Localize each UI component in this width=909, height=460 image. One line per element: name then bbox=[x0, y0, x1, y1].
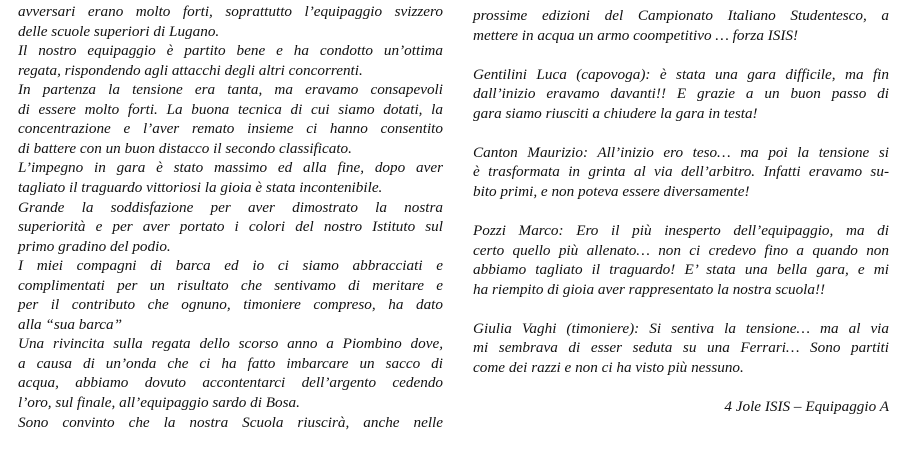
right-text-line bbox=[473, 299, 889, 318]
right-text-line: è trasformata in grinta al via dell’arbitro. Infatti eravamo su- bbox=[473, 163, 889, 181]
left-text-line: complimentati per un risultato che sentivamo di meritare e bbox=[18, 276, 443, 294]
right-text-line: Pozzi Marco: Ero il più inesperto dell’equipaggio, ma di bbox=[473, 222, 889, 240]
left-text-line: In partenza la tensione era tanta, ma eravamo consapevoli bbox=[18, 81, 443, 99]
left-text-line: superiorità e per aver portato i colori del nostro Istituto sul bbox=[18, 218, 443, 236]
right-text-line: bito primi, e non poteva essere diversamente! bbox=[473, 183, 750, 200]
left-text-line: delle scuole superiori di Lugano. bbox=[18, 22, 220, 40]
left-text-line: alla “sua barca” bbox=[18, 315, 123, 333]
left-text-line: tagliato il traguardo vittoriosi la gioia è stata incontenibile. bbox=[18, 179, 383, 196]
right-text-line: prossime edizioni del Campionato Italiano Studentesco, a bbox=[473, 7, 889, 24]
right-text-line bbox=[473, 377, 889, 396]
signature-line: 4 Jole ISIS – Equipaggio A bbox=[724, 398, 889, 415]
left-text-line: per il contributo che ognuno, timoniere compreso, ha dato bbox=[18, 296, 443, 314]
left-text-line: di essere molto forti. La buona tecnica di cui siamo dotati, la bbox=[18, 100, 443, 118]
left-text-line: Il nostro equipaggio è partito bene e ha condotto un’ottima bbox=[18, 42, 443, 60]
left-text-line: I miei compagni di barca ed io ci siamo abbracciati e bbox=[18, 257, 443, 275]
right-text-line: Giulia Vaghi (timoniere): Si sentiva la tensione… ma al via bbox=[473, 319, 889, 337]
right-text-line: mi sembrava di esser seduta su una Ferrari… Sono partiti bbox=[473, 339, 889, 357]
left-text-line: Sono convinto che la nostra Scuola riuscirà, anche nelle bbox=[18, 413, 443, 431]
left-text-line: a causa di un’onda che ci ha fatto imbarcare un sacco di bbox=[18, 354, 443, 372]
left-text-line: primo gradino del podio. bbox=[18, 237, 171, 255]
right-text-line: ha riempito di gioia aver rappresentato la nostra scuola!! bbox=[473, 280, 826, 298]
left-text-line: Una rivincita sulla regata dello scorso anno a Piombino dove, bbox=[18, 335, 443, 353]
right-text-line: Canton Maurizio: All’inizio ero teso… ma poi la tensione si bbox=[473, 143, 889, 161]
right-text-line: mettere in acqua un armo coompetitivo … forza ISIS! bbox=[473, 26, 799, 44]
right-text-line: gara siamo riusciti a chiudere la gara in testa! bbox=[473, 104, 758, 122]
left-text-line: Grande la soddisfazione per aver dimostrato la nostra bbox=[18, 198, 443, 216]
left-text-line: di battere con un buon distacco il secondo classificato. bbox=[18, 139, 352, 157]
right-text-line: abbiamo tagliato il traguardo! E’ stata una bella gara, e mi bbox=[473, 261, 889, 279]
left-text-line: avversari erano molto forti, soprattutto l’equipaggio svizzero bbox=[18, 3, 443, 20]
left-text-line: L’impegno in gara è stato massimo ed alla fine, dopo aver bbox=[18, 159, 443, 177]
right-text-line: come dei razzi e non ci ha visto più nessuno. bbox=[473, 358, 744, 376]
right-text-line bbox=[473, 202, 889, 221]
right-text-line: Gentilini Luca (capovoga): è stata una gara difficile, ma fin bbox=[473, 65, 889, 83]
right-text-line bbox=[473, 123, 889, 142]
right-text-line: certo quello più allenato… non ci credevo fino a quando non bbox=[473, 241, 889, 259]
left-text-line: acqua, abbiamo dovuto accontentarci dell’argento cedendo bbox=[18, 374, 443, 392]
left-text-line: l’oro, sul finale, all’equipaggio sardo di Bosa. bbox=[18, 394, 300, 411]
left-text-line: regata, rispondendo agli attacchi degli altri concorrenti. bbox=[18, 61, 363, 79]
left-text-line: concentrazione e l’aver remato insieme ci hanno consentito bbox=[18, 120, 443, 138]
right-text-line: dall’inizio eravamo davanti!! E grazie a un buon passo di bbox=[473, 85, 889, 103]
right-text-line bbox=[473, 45, 889, 64]
